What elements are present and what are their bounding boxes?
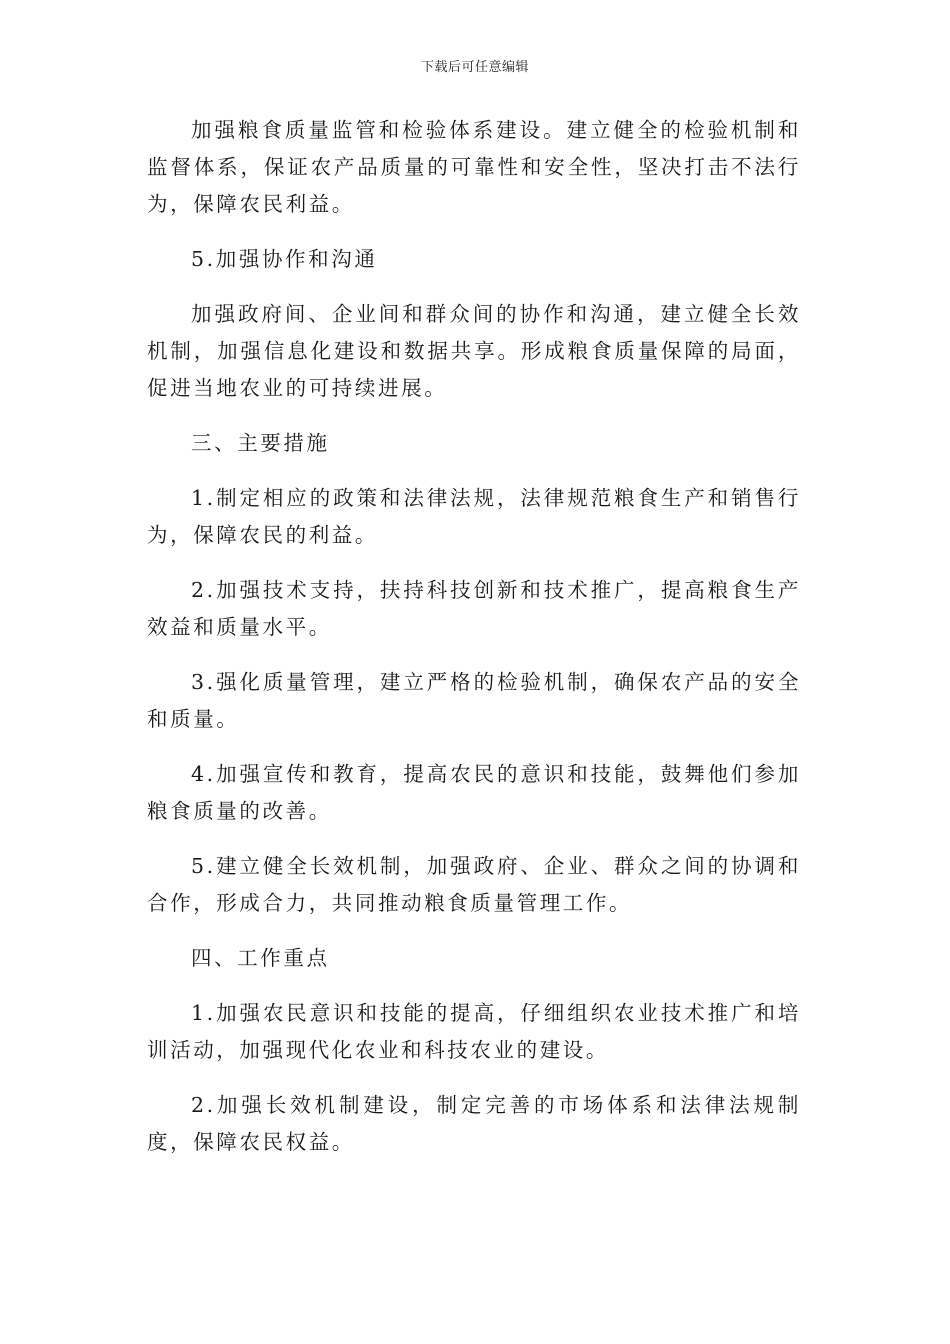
- paragraph-quality-supervision: 加强粮食质量监管和检验体系建设。建立健全的检验机制和监督体系，保证农产品质量的可靠性和安全性，坚决打击不法行为，保障农民利益。: [147, 118, 801, 216]
- page-header: 下载后可任意编辑: [420, 60, 529, 75]
- focus-item-2: 2.加强长效机制建设，制定完善的市场体系和法律法规制度，保障农民权益。: [147, 1093, 801, 1154]
- section-heading-work-focus: 四、工作重点: [191, 946, 330, 970]
- focus-item-1: 1.加强农民意识和技能的提高，仔细组织农业技术推广和培训活动，加强现代化农业和科技农业的建设。: [147, 1001, 801, 1062]
- measure-item-2: 2.加强技术支持，扶持科技创新和技术推广，提高粮食生产效益和质量水平。: [147, 578, 801, 639]
- measure-item-3: 3.强化质量管理，建立严格的检验机制，确保农产品的安全和质量。: [147, 670, 801, 731]
- section-heading-main-measures: 三、主要措施: [191, 431, 330, 455]
- paragraph-collaboration: 加强政府间、企业间和群众间的协作和沟通，建立健全长效机制，加强信息化建设和数据共享。形成粮食质量保障的局面，促进当地农业的可持续进展。: [147, 302, 801, 400]
- measure-item-5: 5.建立健全长效机制，加强政府、企业、群众之间的协调和合作，形成合力，共同推动粮食质量管理工作。: [147, 854, 801, 915]
- document-body: [147, 112, 801, 1179]
- measure-item-4: 4.加强宣传和教育，提高农民的意识和技能，鼓舞他们参加粮食质量的改善。: [147, 762, 801, 823]
- measure-item-1: 1.制定相应的政策和法律法规，法律规范粮食生产和销售行为，保障农民的利益。: [147, 486, 801, 547]
- heading-collaboration: 5.加强协作和沟通: [191, 247, 378, 271]
